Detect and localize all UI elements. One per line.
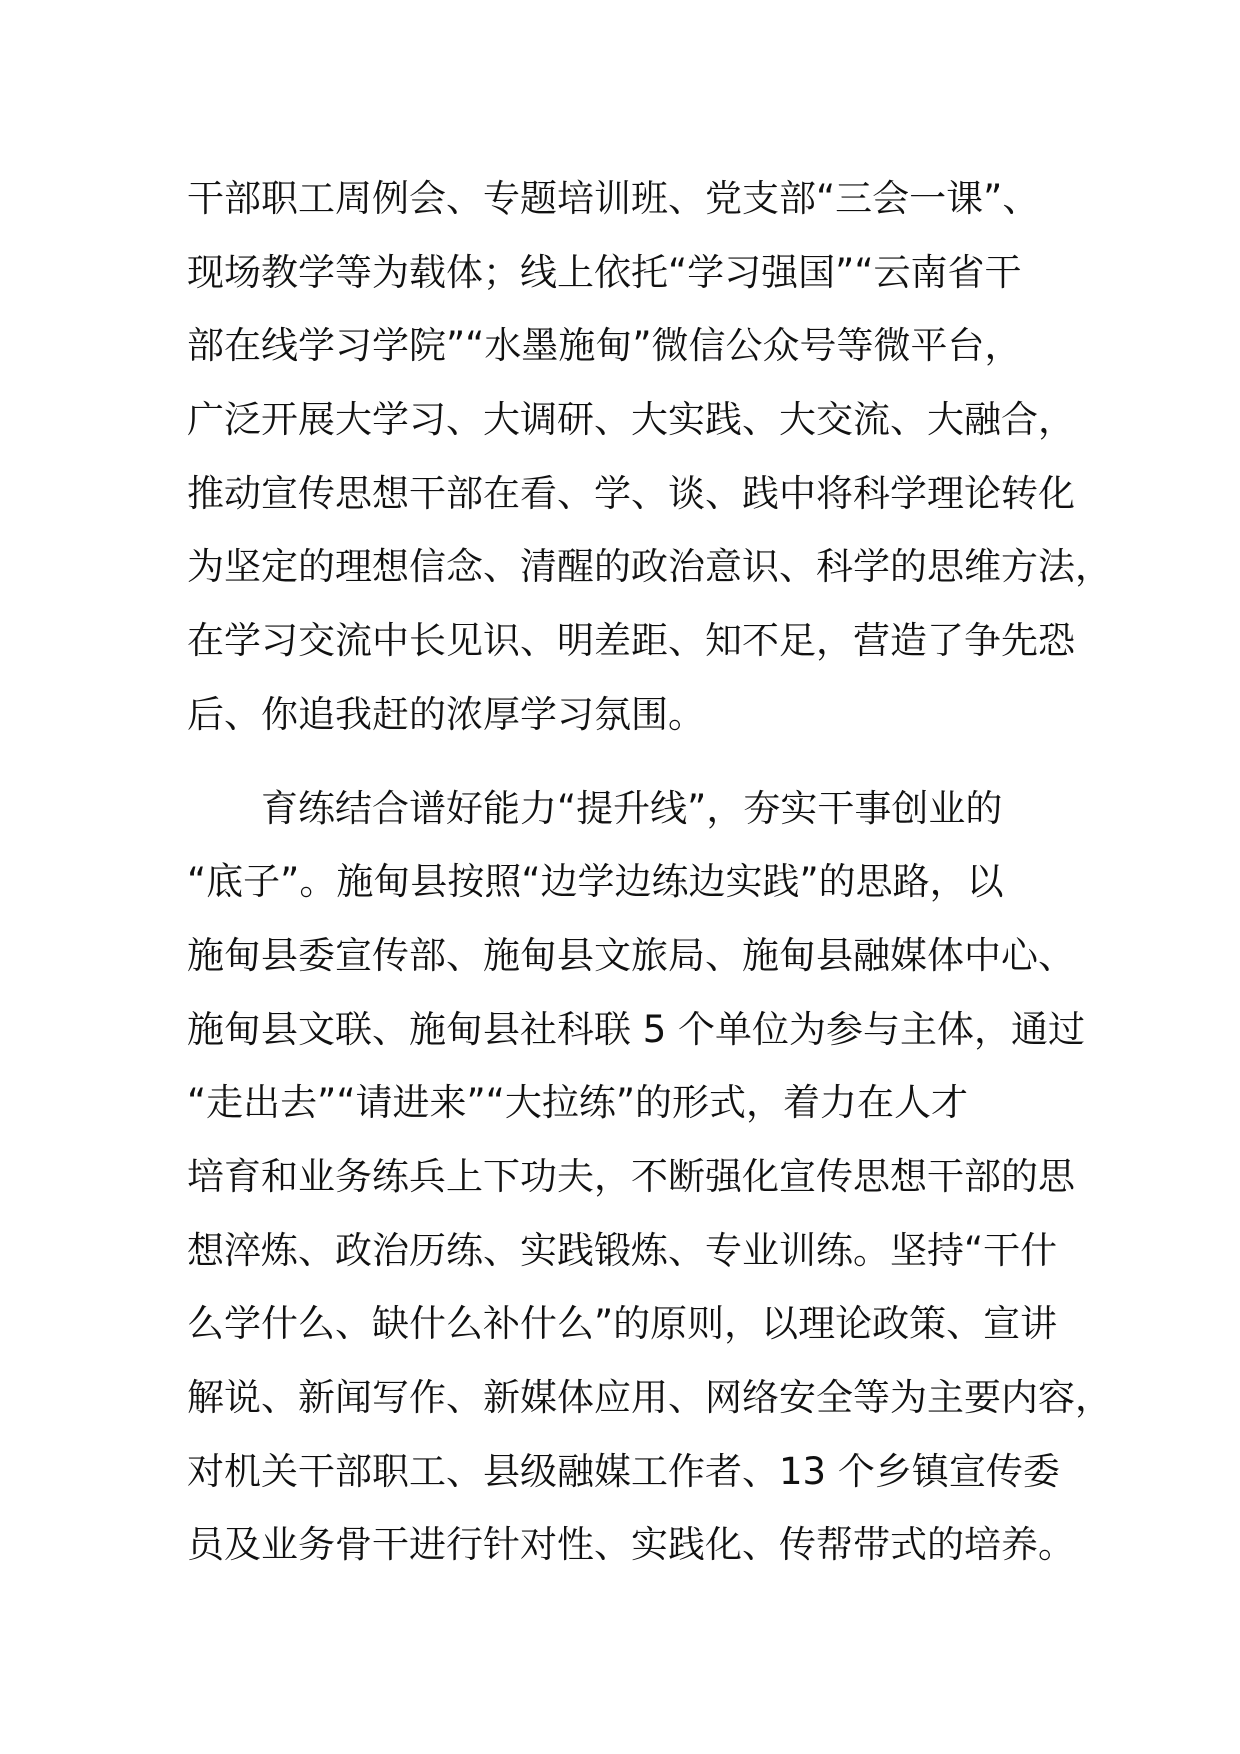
text-line: 对机关干部职工、县级融媒工作者、13 个乡镇宣传委 — [187, 1449, 1060, 1493]
text-line: 施甸县委宣传部、施甸县文旅局、施甸县融媒体中心、 — [187, 933, 1075, 977]
text-line: 培育和业务练兵上下功夫，不断强化宣传思想干部的思 — [187, 1154, 1075, 1198]
text-line: 干部职工周例会、专题培训班、党支部“三会一课”、 — [187, 177, 1040, 220]
text-line: 广泛开展大学习、大调研、大实践、大交流、大融合， — [187, 398, 1075, 442]
text-line: 推动宣传思想干部在看、学、谈、践中将科学理论转化 — [187, 471, 1075, 515]
text-line: “底子”。施甸县按照“边学边练边实践”的思路，以 — [187, 860, 1004, 904]
text-line: 现场教学等为载体；线上依托“学习强国”“云南省干 — [187, 250, 1022, 294]
body-text — [187, 162, 1112, 1582]
text-line: 解说、新闻写作、新媒体应用、网络安全等为主要内容， — [187, 1376, 1112, 1419]
paragraph-spacer — [187, 752, 1087, 772]
text-line: 为坚定的理想信念、清醒的政治意识、科学的思维方法， — [187, 545, 1112, 589]
text-line: 么学什么、缺什么补什么”的原则，以理论政策、宣讲 — [187, 1302, 1058, 1346]
text-line: 员及业务骨干进行针对性、实践化、传帮带式的培养。 — [187, 1523, 1075, 1567]
paragraph-2 — [187, 772, 1112, 1583]
text-line: 施甸县文联、施甸县社科联 5 个单位为参与主体，通过 — [187, 1007, 1086, 1051]
paragraph-1 — [187, 162, 1112, 752]
text-line: 后、你追我赶的浓厚学习氛围。 — [187, 692, 705, 736]
text-line: “走出去”“请进来”“大拉练”的形式，着力在人才 — [187, 1081, 969, 1125]
text-line-first: 育练结合谱好能力“提升线”，夯实干事创业的 — [261, 786, 1003, 830]
text-line: 想淬炼、政治历练、实践锻炼、专业训练。坚持“干什 — [187, 1228, 1058, 1272]
text-line: 部在线学习学院”“水墨施甸”微信公众号等微平台， — [187, 324, 1022, 368]
text-line: 在学习交流中长见识、明差距、知不足，营造了争先恐 — [187, 619, 1075, 663]
